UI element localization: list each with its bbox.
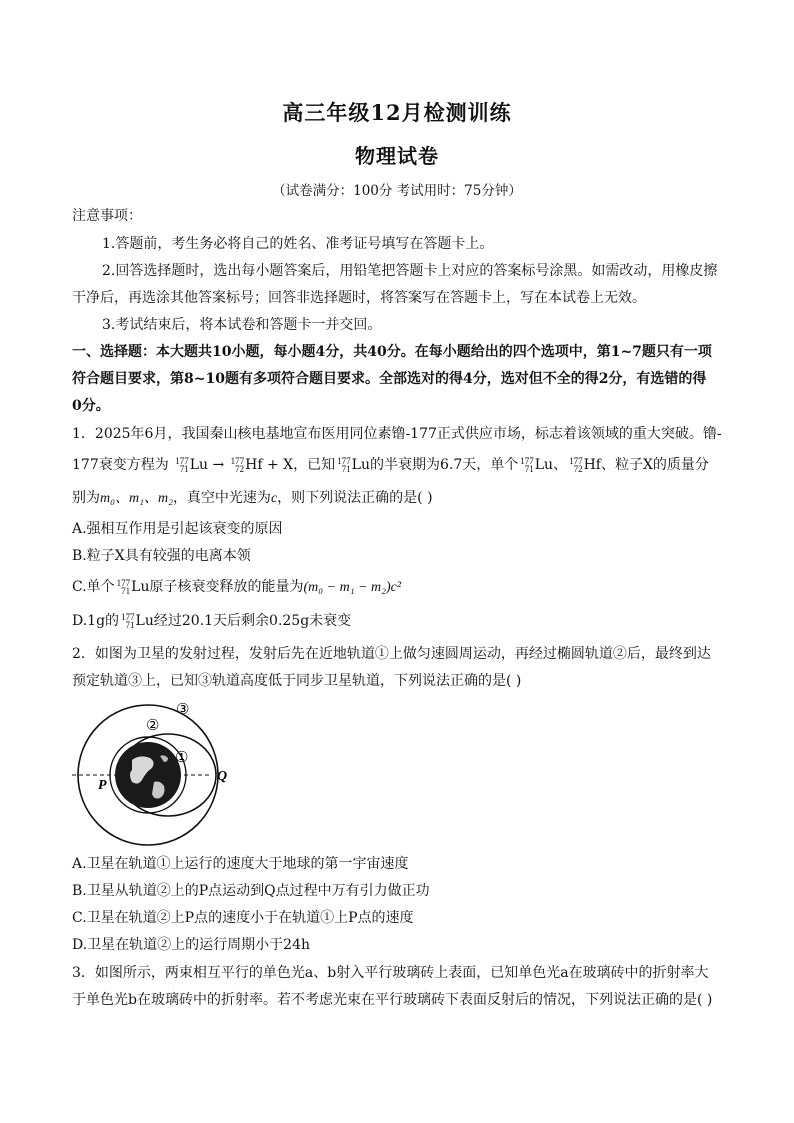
q1-text-h: ，则下列说法正确的是( ) — [277, 490, 433, 506]
notice-item-2: 2.回答选择题时，选出每小题答案后，用铅笔把答题卡上对应的答案标号涂黑。如需改动，用橡皮擦 — [102, 263, 718, 279]
isotope-hf-2: 177 72 — [569, 456, 583, 474]
q1-text-c: 的半衰期为6.7天，单个 — [369, 457, 519, 473]
orbit-1-label: ① — [175, 748, 189, 766]
notice-item-1: 1.答题前，考生务必将自己的姓名、准考证号填写在答题卡上。 — [102, 236, 494, 252]
notice-item-3: 3.考试结束后，将本试卷和答题卡一并交回。 — [102, 317, 382, 333]
q1-c-prefix: C.单个 — [72, 579, 115, 595]
isotope-hf: 177 72 — [230, 456, 245, 474]
isotope-lu-2: 177 71 — [337, 456, 351, 474]
earth-icon — [115, 742, 181, 808]
q2-option-d: D.卫星在轨道②上的运行周期小于24h — [72, 937, 311, 953]
q1-option-b: B.粒子X具有较强的电离本领 — [72, 548, 251, 564]
q1-d-suffix: 经过20.1天后剩余0.25g未衰变 — [153, 613, 352, 629]
q1-text-a: 177衰变方程为 — [72, 457, 169, 473]
q2-line-1: 2．如图为卫星的发射过程，发射后先在近地轨道①上做匀速圆周运动，再经过椭圆轨道②后，最终到达 — [72, 646, 711, 662]
q1-text-d: 、 — [553, 457, 568, 473]
lu-symbol-5: Lu — [135, 613, 154, 629]
q3-line-2: 于单色光b在玻璃砖中的折射率。若不考虑光束在平行玻璃砖下表面反射后的情况，下列说法正确的是( ) — [72, 992, 713, 1008]
point-p-label: P — [98, 778, 107, 793]
energy-formula: (m₀ − m₁ − m₂)c² — [303, 580, 402, 595]
plus-x: + X — [267, 457, 294, 473]
lu-symbol-3: Lu — [534, 457, 554, 473]
isotope-lu-3: 177 71 — [520, 456, 534, 474]
q2-option-c: C.卫星在轨道②上P点的速度小于在轨道①上P点的速度 — [72, 910, 414, 926]
exam-title: 高三年级12月检测训练 — [282, 100, 512, 125]
section-instructions-2: 符合题目要求，第8~10题有多项符合题目要求。全部选对的得4分，选对但不全的得2分，有选错的得 — [72, 371, 707, 387]
orbit-diagram — [72, 698, 242, 846]
hf-symbol: Hf — [245, 457, 263, 473]
q1-option-d — [72, 611, 722, 631]
notice-item-2-cont: 干净后，再选涂其他答案标号；回答非选择题时，将答案写在答题卡上，写在本试卷上无效。 — [72, 290, 646, 306]
notice-heading: 注意事项： — [72, 208, 142, 224]
isotope-lu: 177 71 — [175, 456, 189, 474]
hf-symbol-2: Hf — [583, 457, 601, 473]
q2-option-b: B.卫星从轨道②上的P点运动到Q点过程中万有引力做正功 — [72, 883, 430, 899]
section-instructions-3: 0分。 — [72, 398, 110, 414]
orbit-2-label: ② — [146, 716, 160, 734]
lu-symbol-4: Lu — [131, 579, 150, 595]
q1-line-3 — [72, 488, 722, 509]
orbit-3-label: ③ — [176, 700, 190, 718]
isotope-lu-4: 177 71 — [116, 578, 131, 596]
point-q-label: Q — [217, 769, 228, 784]
arrow: → — [212, 457, 225, 473]
isotope-lu-5: 177 71 — [121, 612, 135, 630]
section-instructions-1: 一、选择题：本大题共10小题，每小题4分，共40分。在每小题给出的四个选项中，第1~7题只有一项 — [72, 344, 712, 360]
q1-text-f: 别为 — [72, 490, 100, 506]
subject-title: 物理试卷 — [355, 144, 439, 168]
lu-symbol: Lu — [189, 457, 209, 473]
q1-c-mid: 原子核衰变释放的能量为 — [149, 579, 304, 595]
lu-symbol-2: Lu — [351, 457, 370, 473]
q3-line-1: 3．如图所示，两束相互平行的单色光a、b射入平行玻璃砖上表面，已知单色光a在玻璃砖中的折射率大 — [72, 965, 709, 981]
q1-option-a: A.强相互作用是引起该衰变的原因 — [72, 521, 283, 537]
q1-text-b: ，已知 — [293, 457, 336, 473]
mass-symbols: m₀、m₁、m₂ — [100, 491, 173, 506]
q1-d-prefix: D.1g的 — [72, 613, 120, 629]
q1-option-c — [72, 577, 722, 598]
q1-text-e: 、粒子X的质量分 — [600, 457, 709, 473]
q1-line-2 — [72, 455, 722, 475]
q2-option-a: A.卫星在轨道①上运行的速度大于地球的第一宇宙速度 — [72, 856, 409, 872]
q2-line-2: 预定轨道③上，已知③轨道高度低于同步卫星轨道，下列说法正确的是( ) — [72, 673, 522, 689]
q1-text-g: ，真空中光速为 — [172, 490, 271, 506]
q1-line-1: 1．2025年6月，我国秦山核电基地宣布医用同位素镥-177正式供应市场，标志着该领域的重大突破。镥- — [72, 426, 722, 442]
exam-info: （试卷满分：100分 考试用时：75分钟） — [272, 183, 522, 199]
light-speed-symbol: c — [270, 491, 278, 506]
